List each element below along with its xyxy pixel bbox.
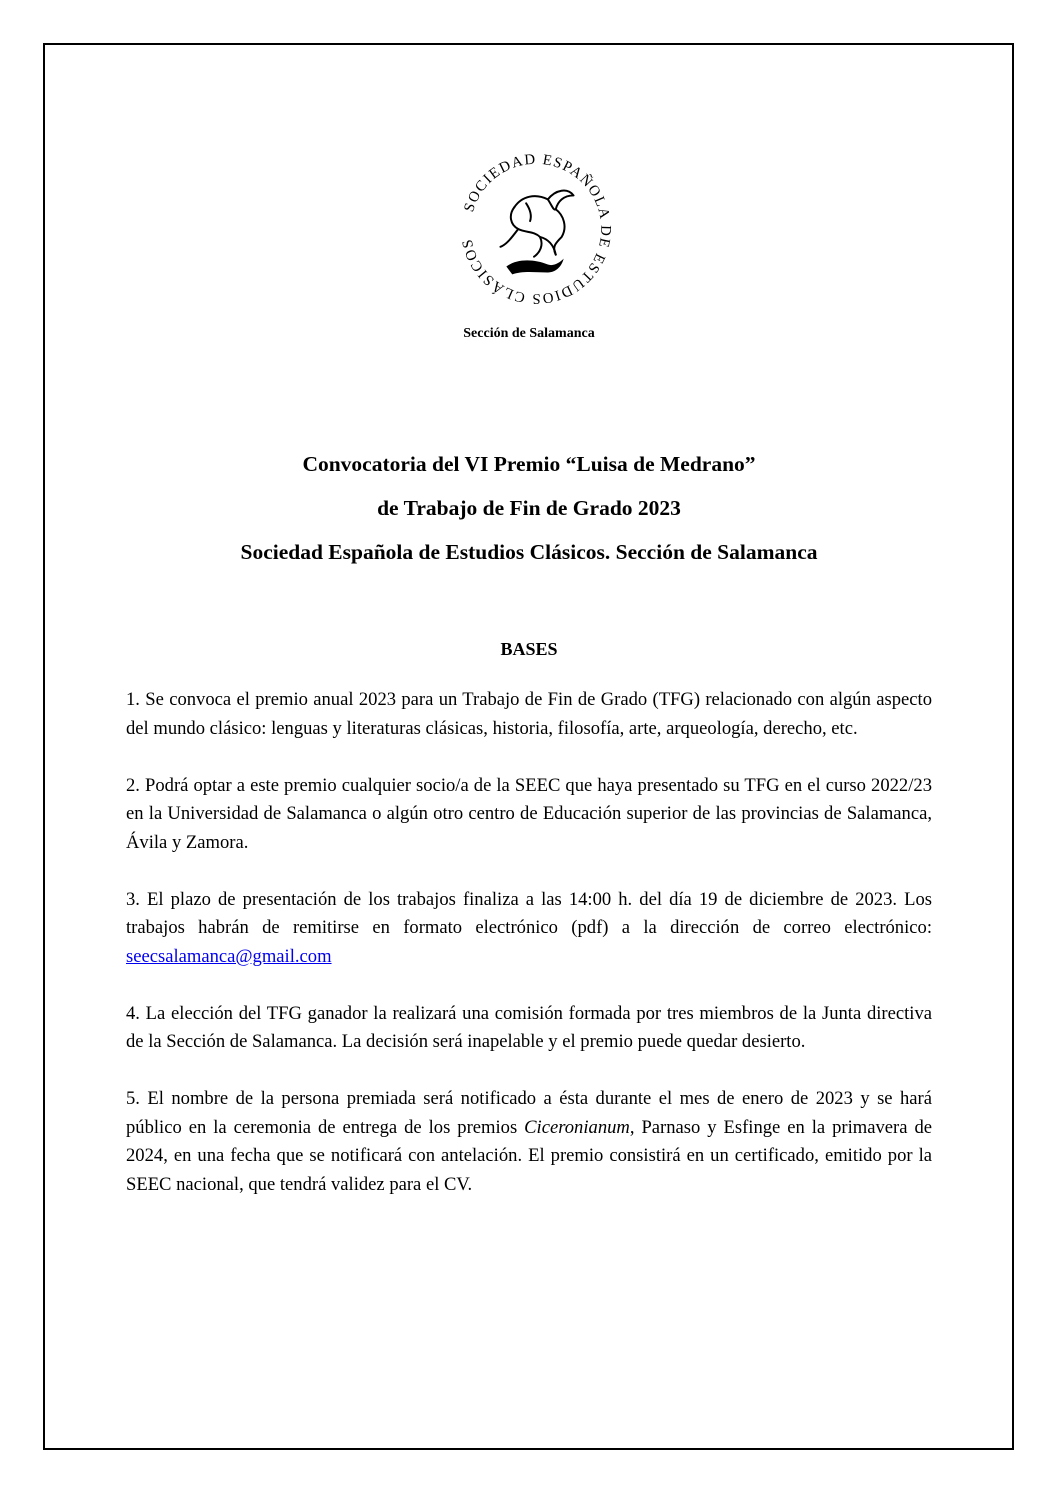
base-paragraph-2: 2. Podrá optar a este premio cualquier socio/a de la SEEC que haya presentado su TFG en el curso 2022/23 en la Universidad de Salamanca o algún otro centro de Educación superior de las provincias de Salamanca, Ávila y Zamora. bbox=[126, 774, 932, 853]
section-subtitle: Sección de Salamanca bbox=[463, 326, 595, 341]
base-paragraph-4: 4. La elección del TFG ganador la realizará una comisión formada por tres miembros de la Junta directiva de la Sección de Salamanca. La decisión será inapelable y el premio puede quedar desierto. bbox=[126, 1002, 932, 1052]
base-paragraph-5-after: , Parnaso y Esfinge en la primavera de 2024, en una fecha que se notificará con antelación. El premio consistirá en un certificado, emitido por la SEEC nacional, que tendrá validez para el CV. bbox=[126, 1116, 932, 1195]
seec-logo bbox=[457, 150, 615, 308]
title-line-1: Convocatoria del VI Premio “Luisa de Medrano” bbox=[302, 452, 756, 476]
pegasus-icon bbox=[500, 191, 573, 257]
seal-text: SOCIEDAD ESPAÑOLA DE ESTUDIOS CLÁSICOS bbox=[459, 151, 614, 307]
title-line-3: Sociedad Española de Estudios Clásicos. Sección de Salamanca bbox=[240, 540, 818, 564]
base-paragraph-5-before: 5. El nombre de la persona premiada será notificado a ésta durante el mes de enero de 2023 y se hará público en la ceremonia de entrega de los premios bbox=[126, 1088, 932, 1138]
bases-body bbox=[126, 686, 932, 1228]
svg-text:SOCIEDAD ESPAÑOLA DE ESTUDIOS bbox=[459, 152, 613, 307]
base-paragraph-3 bbox=[126, 886, 932, 972]
announcement-title bbox=[0, 449, 1058, 581]
dolphin-icon bbox=[506, 259, 563, 275]
award-name-ciceronianum: Ciceronianum bbox=[524, 1116, 630, 1138]
base-paragraph-3-text: 3. El plazo de presentación de los trabajos finaliza a las 14:00 h. del día 19 de diciembre de 2023. Los trabajos habrán de remitirse en formato electrónico (pdf) a la dirección de correo electrónico: bbox=[126, 888, 932, 938]
contact-email-link[interactable]: seecsalamanca@gmail.com bbox=[126, 945, 332, 967]
title-line-2: de Trabajo de Fin de Grado 2023 bbox=[377, 496, 681, 520]
base-paragraph-5 bbox=[126, 1085, 932, 1199]
bases-heading: BASES bbox=[500, 639, 558, 659]
base-paragraph-1: 1. Se convoca el premio anual 2023 para un Trabajo de Fin de Grado (TFG) relacionado con algún aspecto del mundo clásico: lenguas y literaturas clásicas, historia, filosofía, arte, arqueología, derecho, etc. bbox=[126, 689, 932, 739]
